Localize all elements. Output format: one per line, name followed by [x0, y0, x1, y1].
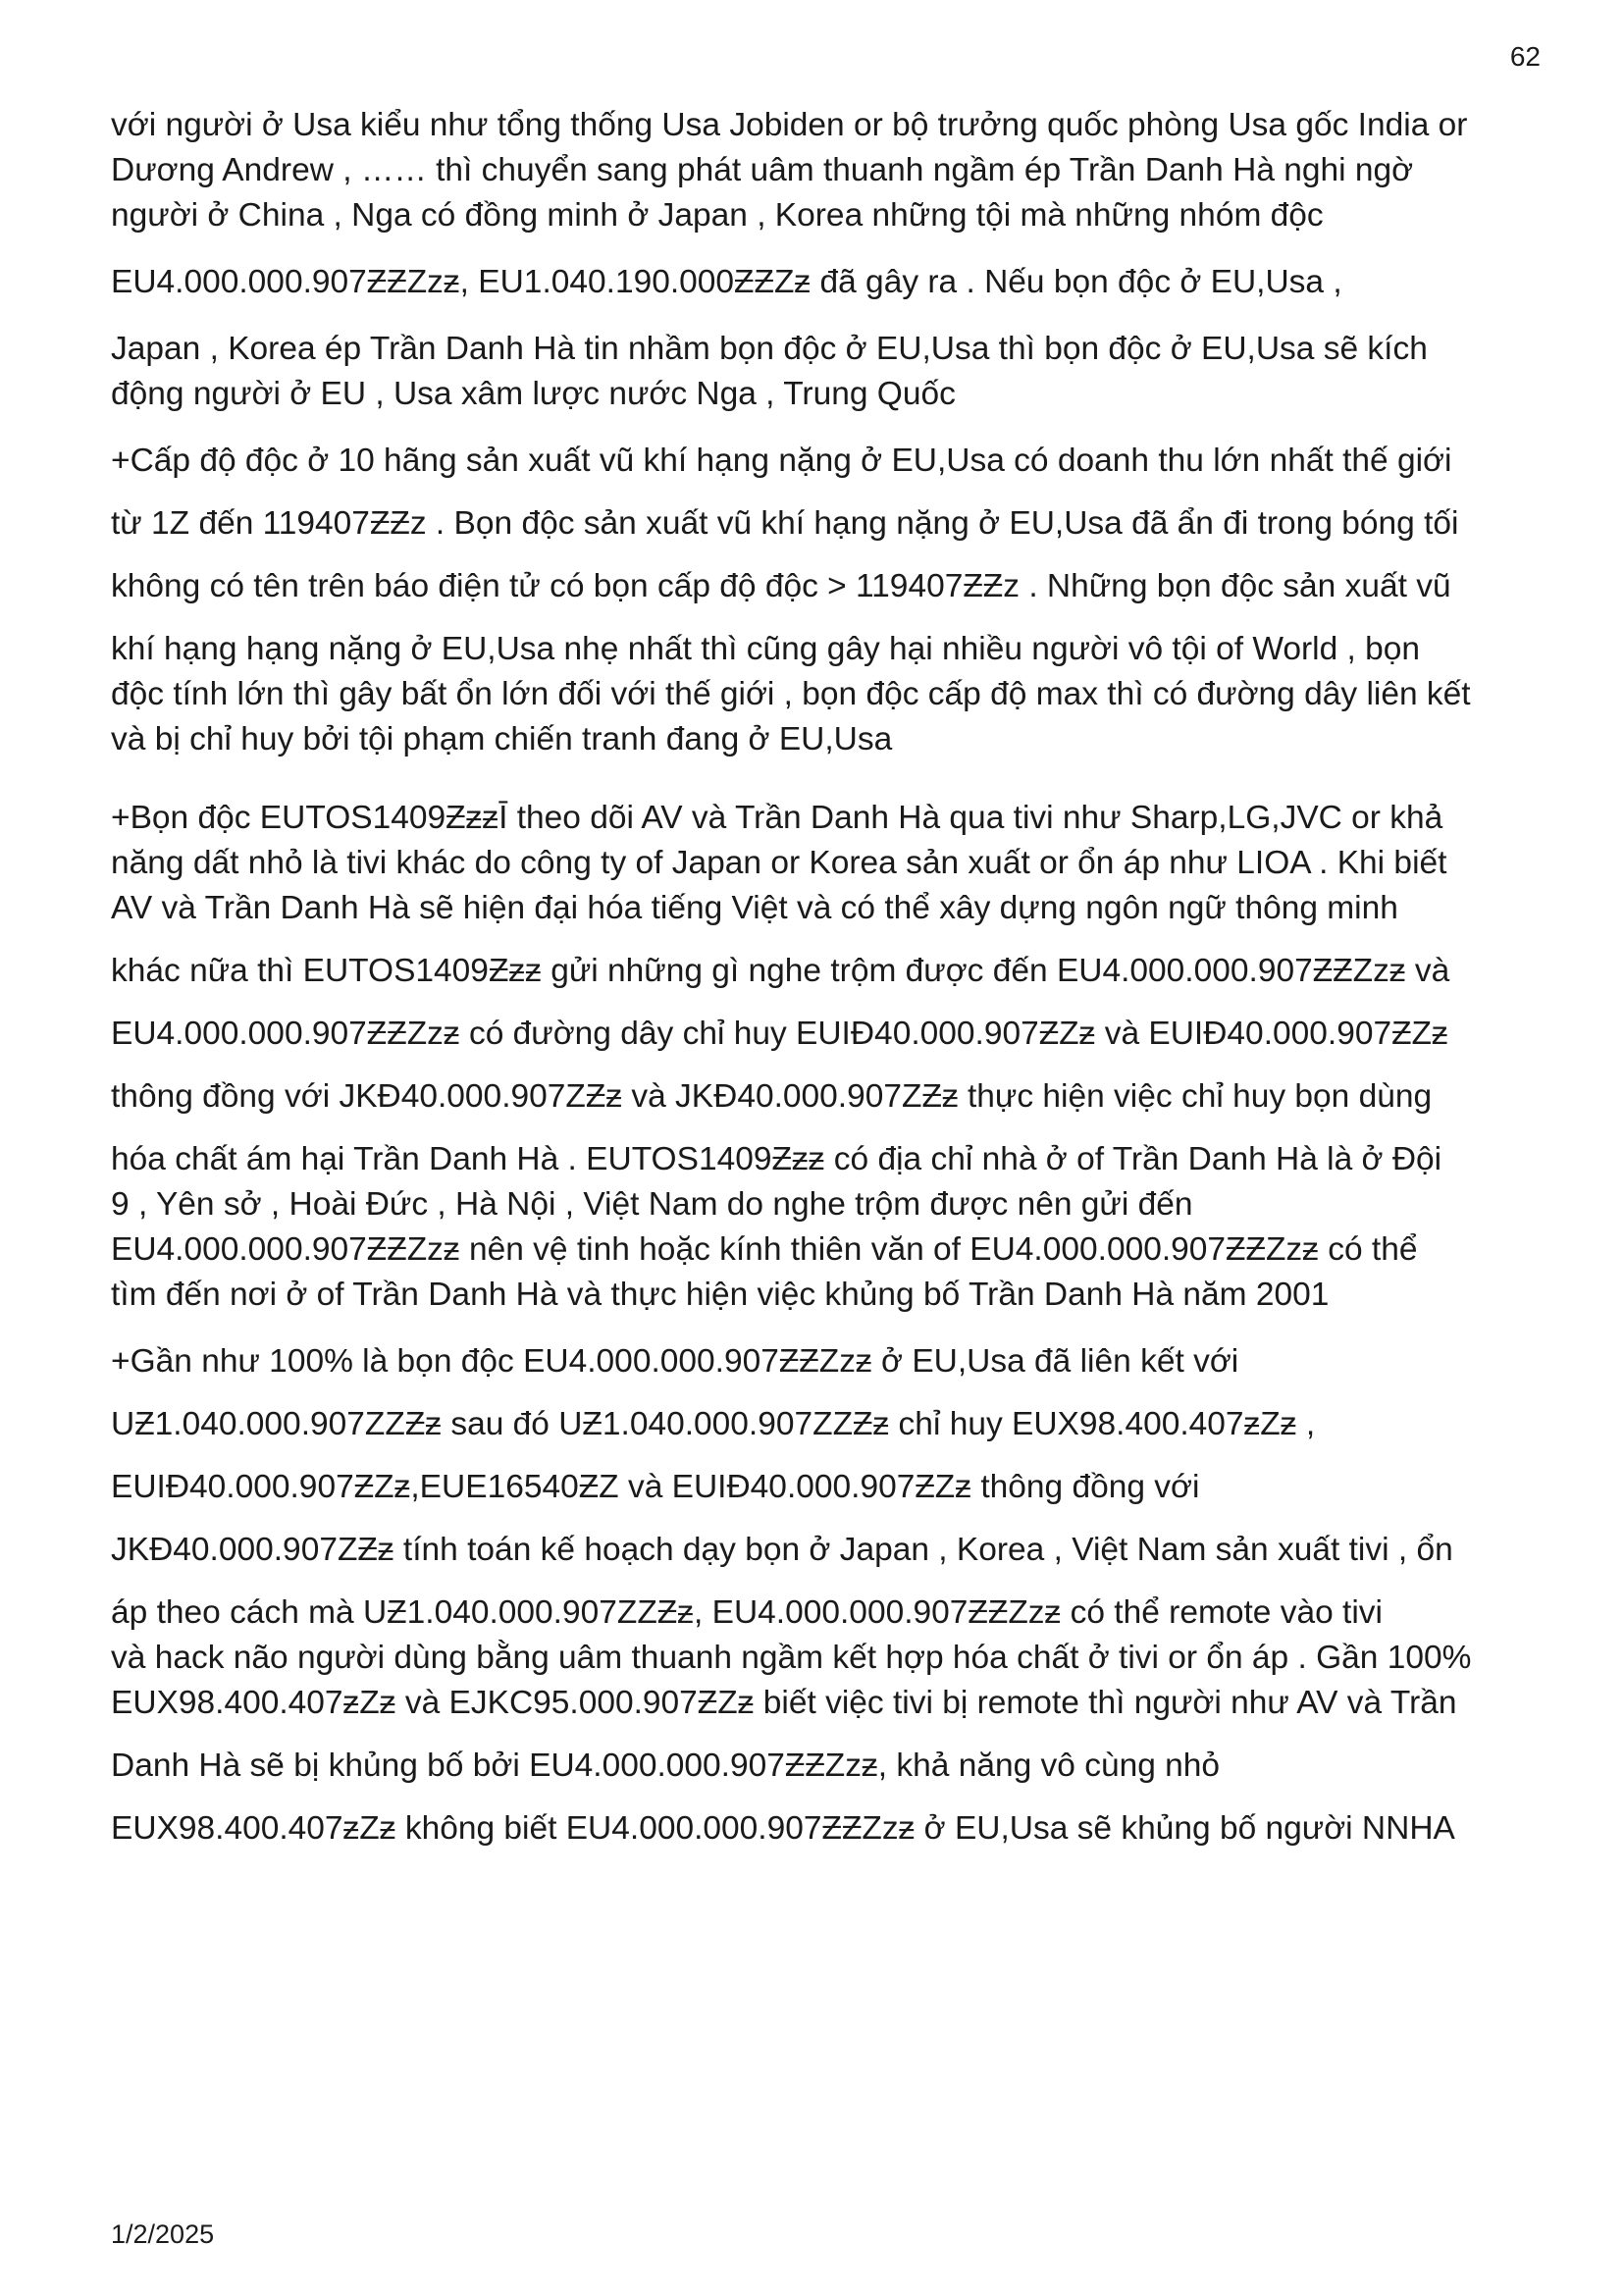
text-line: với người ở Usa kiểu như tổng thống Usa Jobiden or bộ trưởng quốc phòng Usa gốc India or — [111, 107, 1468, 143]
text-line: áp theo cách mà UƵ1.040.000.907ZZƵƶ, EU4.000.000.907ƵƵZzƶ có thể remote vào tivi — [111, 1594, 1383, 1631]
text-line: năng dất nhỏ là tivi khác do công ty of Japan or Korea sản xuất or ổn áp như LIOA . Khi biết — [111, 845, 1447, 881]
text-line: AV và Trần Danh Hà sẽ hiện đại hóa tiếng Việt và có thể xây dựng ngôn ngữ thông minh — [111, 890, 1398, 926]
text-line: EUIĐ40.000.907ƵZƶ,EUE16540ƵZ và EUIĐ40.000.907ƵZƶ thông đồng với — [111, 1469, 1200, 1505]
text-line: không có tên trên báo điện tử có bọn cấp độ độc > 119407ƵƵz . Những bọn độc sản xuất vũ — [111, 568, 1451, 604]
text-line: +Cấp độ độc ở 10 hãng sản xuất vũ khí hạng nặng ở EU,Usa có doanh thu lớn nhất thế giới — [111, 443, 1452, 479]
text-line: và hack não người dùng bằng uâm thuanh ngầm kết hợp hóa chất ở tivi or ổn áp . Gần 100% — [111, 1640, 1472, 1676]
paragraph-4 — [111, 1339, 1534, 1852]
paragraph-3 — [111, 796, 1534, 1318]
text-line: EU4.000.000.907ƵƵZzƶ, EU1.040.190.000ƵƵZƶ đã gây ra . Nếu bọn độc ở EU,Usa , — [111, 264, 1342, 300]
text-line: từ 1Z đến 119407ƵƵz . Bọn độc sản xuất vũ khí hạng nặng ở EU,Usa đã ẩn đi trong bóng tối — [111, 505, 1459, 542]
text-line: Danh Hà sẽ bị khủng bố bởi EU4.000.000.907ƵƵZzƶ, khả năng vô cùng nhỏ — [111, 1748, 1221, 1784]
text-line: 9 , Yên sở , Hoài Đức , Hà Nội , Việt Nam do nghe trộm được nên gửi đến — [111, 1186, 1193, 1223]
text-line: độc tính lớn thì gây bất ổn lớn đối với thế giới , bọn độc cấp độ max thì có đường dây liên kết — [111, 676, 1471, 712]
page-number: 62 — [1509, 41, 1541, 72]
text-line: khí hạng hạng nặng ở EU,Usa nhẹ nhất thì cũng gây hại nhiều người vô tội of World , bọn — [111, 631, 1421, 667]
text-line: Japan , Korea ép Trần Danh Hà tin nhầm bọn độc ở EU,Usa thì bọn độc ở EU,Usa sẽ kích — [111, 331, 1428, 367]
text-line: và bị chỉ huy bởi tội phạm chiến tranh đang ở EU,Usa — [111, 721, 893, 757]
text-line: +Gần như 100% là bọn độc EU4.000.000.907ƵƵZzƶ ở EU,Usa đã liên kết với — [111, 1343, 1239, 1380]
text-line: tìm đến nơi ở of Trần Danh Hà và thực hiện việc khủng bố Trần Danh Hà năm 2001 — [111, 1277, 1330, 1313]
text-line: JKĐ40.000.907ZƵƶ tính toán kế hoạch dạy bọn ở Japan , Korea , Việt Nam sản xuất tivi , ổn — [111, 1532, 1453, 1568]
paragraph-2 — [111, 439, 1534, 762]
text-line: động người ở EU , Usa xâm lược nước Nga , Trung Quốc — [111, 376, 956, 412]
text-line: người ở China , Nga có đồng minh ở Japan , Korea những tội mà những nhóm độc — [111, 197, 1324, 234]
document-body — [111, 103, 1534, 1852]
paragraph-1 — [111, 103, 1534, 417]
text-line: khác nữa thì EUTOS1409Ƶƶƶ gửi những gì nghe trộm được đến EU4.000.000.907ƵƵZzƶ và — [111, 953, 1450, 989]
text-line: +Bọn độc EUTOS1409ƵƶƶĪ theo dõi AV và Trần Danh Hà qua tivi như Sharp,LG,JVC or khả — [111, 800, 1443, 836]
text-line: EUX98.400.407ƶZƶ và EJKC95.000.907ƵZƶ biết việc tivi bị remote thì người như AV và Trần — [111, 1685, 1457, 1721]
text-line: thông đồng với JKĐ40.000.907ZƵƶ và JKĐ40.000.907ZƵƶ thực hiện việc chỉ huy bọn dùng — [111, 1078, 1433, 1115]
text-line: Dương Andrew , …… thì chuyển sang phát uâm thuanh ngầm ép Trần Danh Hà nghi ngờ — [111, 152, 1414, 188]
text-line: UƵ1.040.000.907ZZƵƶ sau đó UƵ1.040.000.907ZZƵƶ chỉ huy EUX98.400.407ƶZƶ , — [111, 1406, 1316, 1442]
text-line: EU4.000.000.907ƵƵZzƶ nên vệ tinh hoặc kính thiên văn of EU4.000.000.907ƵƵZzƶ có thể — [111, 1231, 1418, 1268]
text-line: EUX98.400.407ƶZƶ không biết EU4.000.000.907ƵƵZzƶ ở EU,Usa sẽ khủng bố người NNHA — [111, 1810, 1455, 1847]
footer-date: 1/2/2025 — [111, 2219, 215, 2249]
text-line: hóa chất ám hại Trần Danh Hà . EUTOS1409Ƶƶƶ có địa chỉ nhà ở of Trần Danh Hà là ở Đội — [111, 1141, 1442, 1177]
text-line: EU4.000.000.907ƵƵZzƶ có đường dây chỉ huy EUIĐ40.000.907ƵZƶ và EUIĐ40.000.907ƵZƶ — [111, 1016, 1448, 1052]
